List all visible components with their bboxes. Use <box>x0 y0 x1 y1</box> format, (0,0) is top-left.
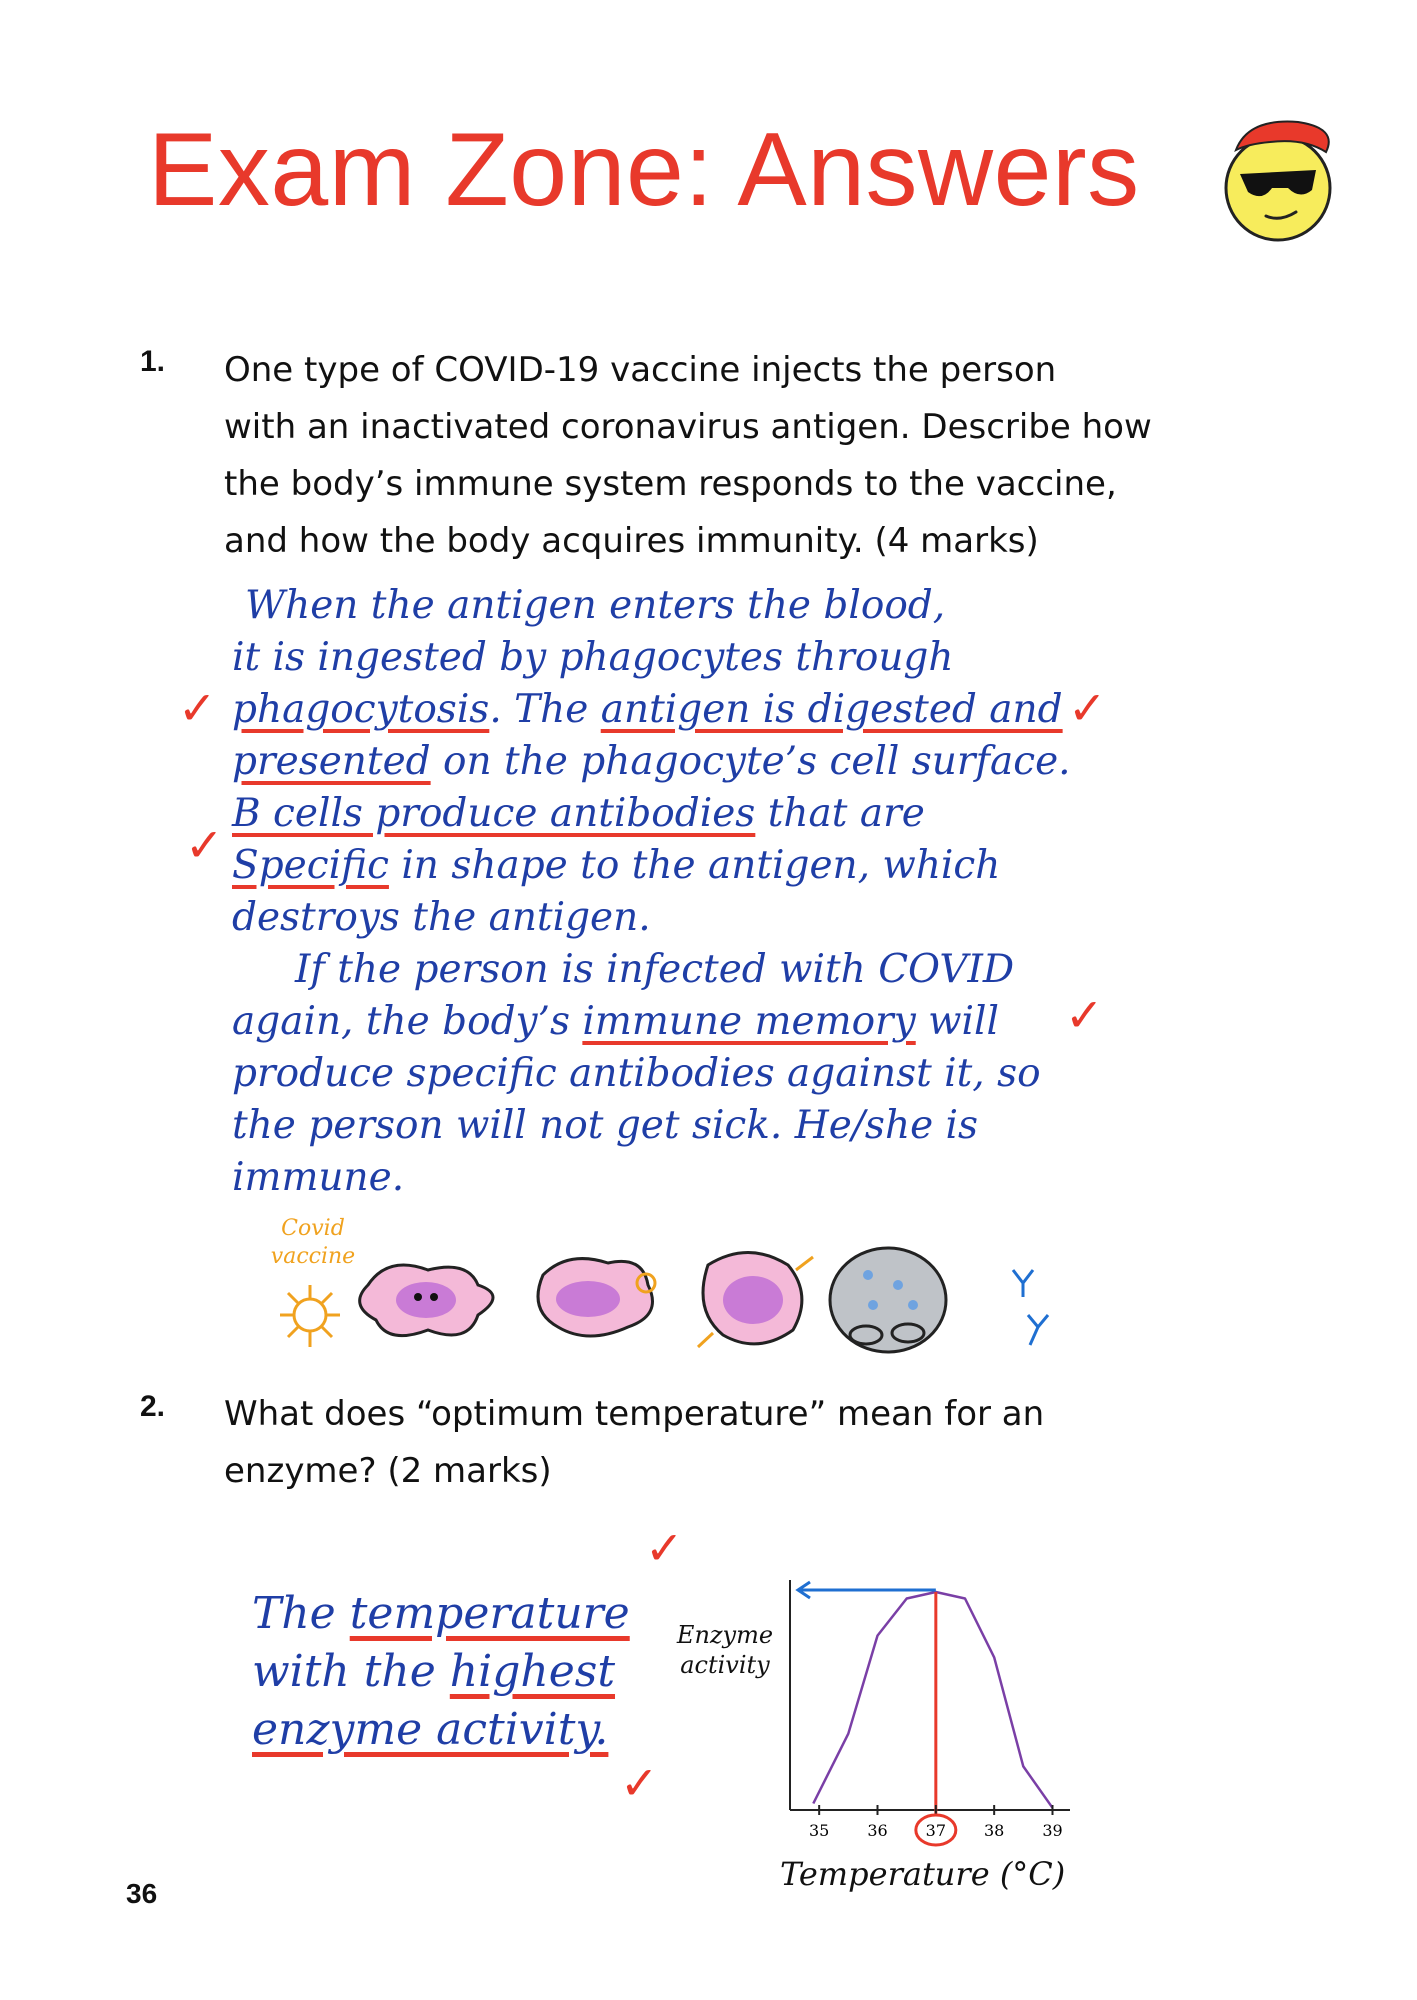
activity-curve <box>813 1592 1052 1808</box>
question-line: enzyme? (2 marks) <box>224 1451 552 1491</box>
phagocyte-icon <box>360 1265 493 1336</box>
underlined-keyword: presented <box>232 739 431 784</box>
phagocyte-engulfing-icon <box>538 1259 655 1336</box>
answer-line: If the person is infected with COVID <box>295 947 1015 992</box>
underlined-keyword: Specific <box>232 843 389 888</box>
underlined-keyword: temperature <box>349 1588 630 1639</box>
question-line: and how the body acquires immunity. (4 marks) <box>224 521 1039 561</box>
answer-fragment: again, the body’s <box>232 999 583 1044</box>
question-line: What does “optimum temperature” mean for an <box>224 1394 1045 1434</box>
x-tick-label: 35 <box>808 1821 830 1840</box>
b-cell-icon <box>698 1253 813 1348</box>
virus-icon <box>280 1285 340 1347</box>
answer-line: produce specific antibodies against it, so <box>232 1051 1041 1096</box>
check-mark-icon: ✓ <box>1068 681 1107 735</box>
x-tick-label: 38 <box>983 1821 1005 1840</box>
answer-line <box>252 1643 630 1701</box>
page-title: Exam Zone: Answers <box>148 112 1140 228</box>
answer-fragment: that are <box>755 791 925 836</box>
answer-line: When the antigen enters the blood, <box>245 583 946 628</box>
answer-line: immune. <box>232 1155 405 1200</box>
sunglasses-emoji-icon <box>1208 108 1348 248</box>
underlined-keyword: highest <box>449 1646 616 1697</box>
check-mark-icon: ✓ <box>1065 988 1104 1042</box>
answer-fragment: in shape to the antigen, which <box>388 843 1001 888</box>
underlined-keyword: phagocytosis <box>232 687 490 732</box>
question-line: One type of COVID-19 vaccine injects the person <box>224 350 1057 390</box>
label-line: vaccine <box>270 1244 356 1269</box>
question-line: the body’s immune system responds to the vaccine, <box>224 464 1117 504</box>
x-tick-label: 37 <box>925 1821 947 1840</box>
immune-response-illustration <box>268 1215 1108 1365</box>
answer-fragment: will <box>915 999 999 1044</box>
question-line: with an inactivated coronavirus antigen. Describe how <box>224 407 1152 447</box>
answer-2-handwriting <box>252 1585 630 1759</box>
label-line: Covid <box>281 1216 345 1241</box>
answer-fragment: on the phagocyte’s cell surface. <box>430 739 1071 784</box>
check-mark-icon: ✓ <box>185 818 224 872</box>
answer-line <box>232 684 1063 736</box>
answer-line <box>232 996 999 1048</box>
underlined-keyword: immune memory <box>582 999 916 1044</box>
underlined-keyword: B cells produce antibodies <box>232 791 756 836</box>
answer-line <box>252 1585 630 1643</box>
check-mark-icon: ✓ <box>178 681 217 735</box>
check-mark-icon: ✓ <box>620 1756 659 1810</box>
answer-fragment: with the <box>252 1646 450 1697</box>
answer-fragment: . The <box>489 687 601 732</box>
answer-line: destroys the antigen. <box>232 895 651 940</box>
check-mark-icon: ✓ <box>645 1521 684 1575</box>
answer-line <box>232 736 1071 788</box>
antibody-icon <box>1013 1270 1048 1345</box>
label-line: Enzyme <box>676 1621 774 1649</box>
underlined-keyword: antigen is digested and <box>600 687 1063 732</box>
question-number: 2. <box>140 1390 166 1423</box>
page-number: 36 <box>126 1878 158 1909</box>
answer-line <box>232 840 1000 892</box>
answer-line: the person will not get sick. He/she is <box>232 1103 979 1148</box>
underlined-keyword: enzyme activity. <box>252 1704 609 1755</box>
answer-line: it is ingested by phagocytes through <box>232 635 954 680</box>
memory-cell-icon <box>830 1248 946 1352</box>
label-line: activity <box>680 1651 770 1679</box>
x-axis-label: Temperature (°C) <box>780 1855 1066 1893</box>
answer-line <box>252 1701 630 1759</box>
x-tick-label: 36 <box>867 1821 888 1840</box>
answer-fragment: The <box>252 1588 350 1639</box>
question-number: 1. <box>140 345 166 378</box>
x-tick-label: 39 <box>1042 1821 1063 1840</box>
answer-line <box>232 788 925 840</box>
